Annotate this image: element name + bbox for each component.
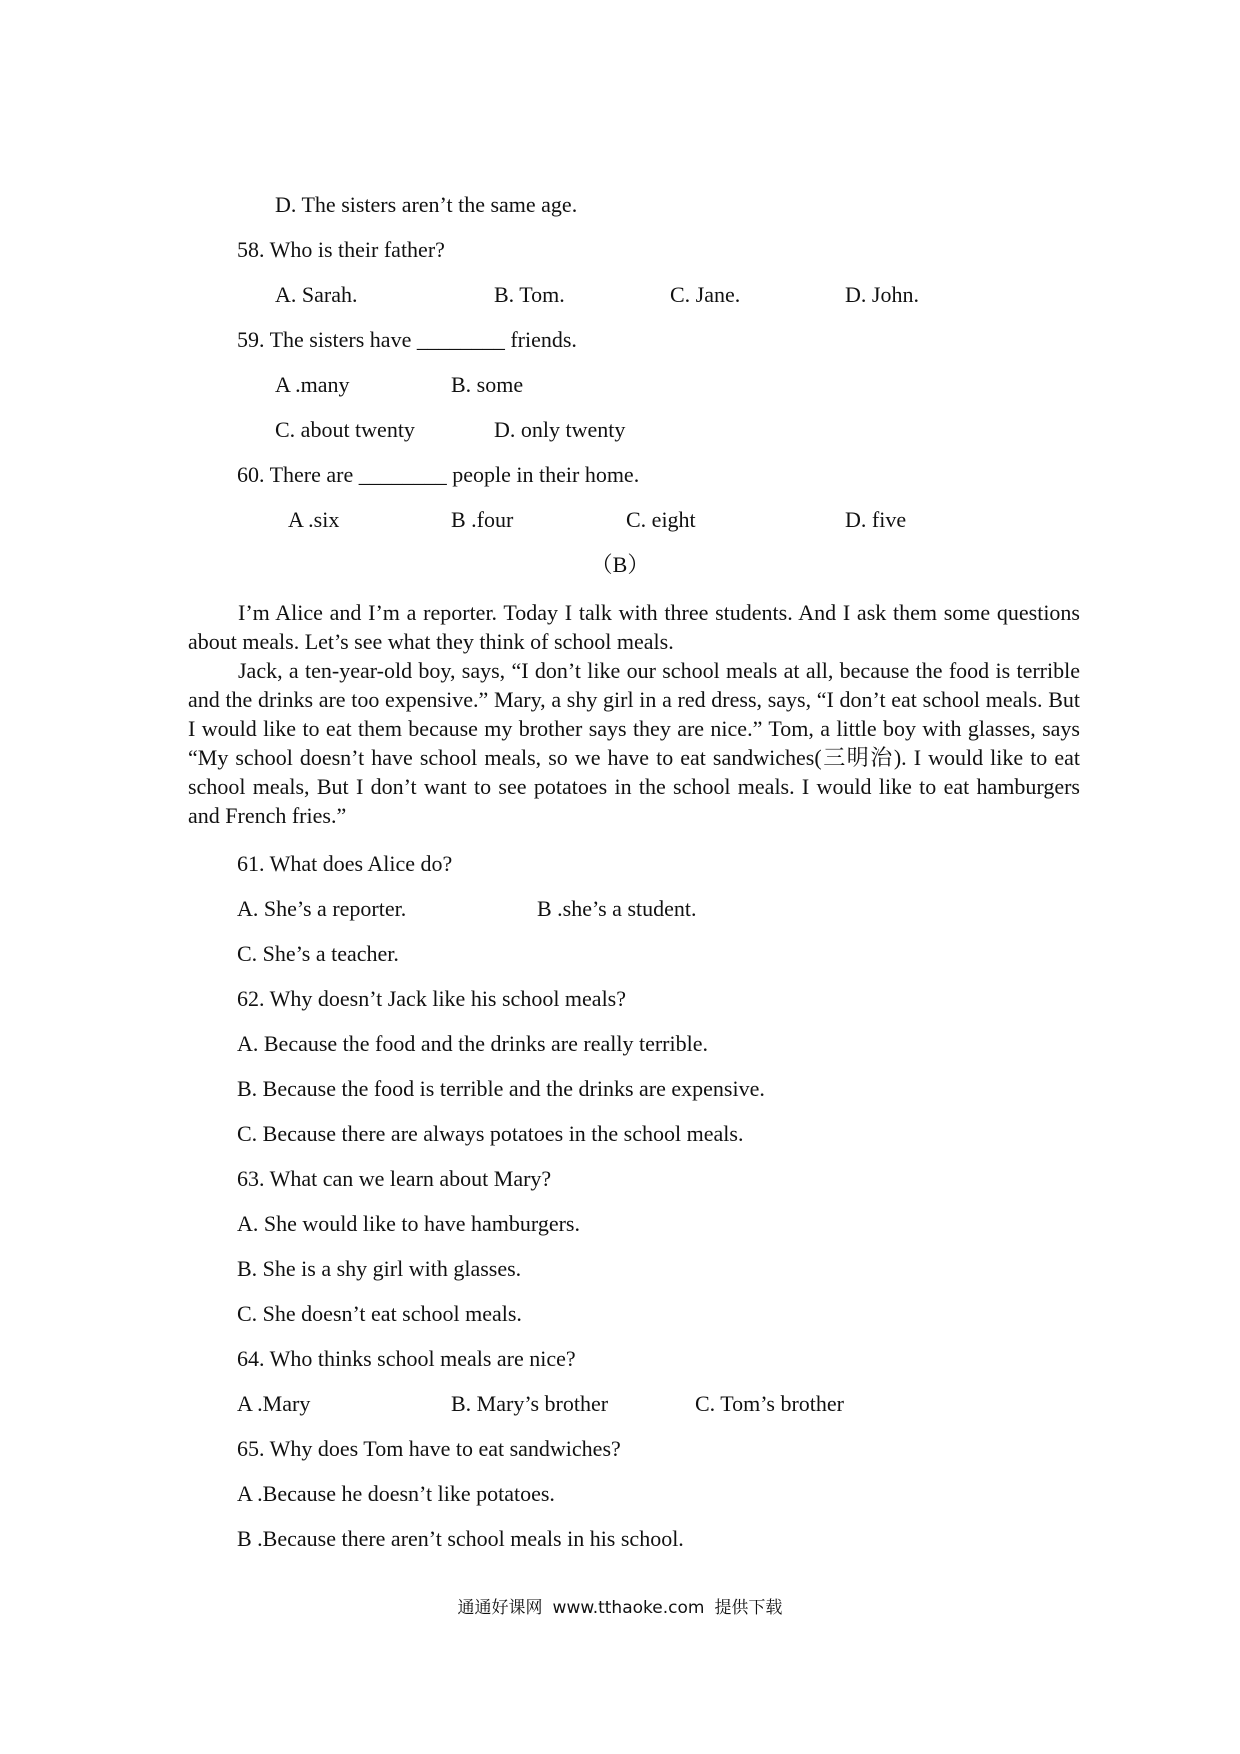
q59-option-c: C. about twenty (275, 417, 415, 442)
q64-stem: 64. Who thinks school meals are nice? (237, 1346, 576, 1371)
passage-paragraph-2: Jack, a ten-year-old boy, says, “I don’t like our school meals at all, because the food is terrible and the drinks are too expensive.” Mary, a shy girl in a red dress, says, “I don’t eat school meals. But I would like to eat them because my brother says they are nice.” Tom, a little boy with glasses, says “My school doesn’t have school meals, so we have to eat sandwiches(三明治). I would like to eat school meals, But I don’t want to see potatoes in the school meals. I would like to eat hamburgers and French fries.” (188, 658, 1080, 828)
q58-stem: 58. Who is their father? (237, 237, 445, 262)
q60-option-a: A .six (288, 507, 340, 532)
q59-option-d: D. only twenty (494, 417, 626, 442)
q57-option-d: D. The sisters aren’t the same age. (275, 192, 578, 217)
passage-paragraph-1: I’m Alice and I’m a reporter. Today I talk with three students. And I ask them some questions about meals. Let’s see what they think of school meals. (188, 600, 1080, 654)
footer-url: www.tthaoke.com (552, 1598, 705, 1618)
q62-option-a: A. Because the food and the drinks are really terrible. (237, 1031, 708, 1056)
q62-option-c: C. Because there are always potatoes in the school meals. (237, 1121, 744, 1146)
q59-option-b: B. some (451, 372, 524, 397)
q61-stem: 61. What does Alice do? (237, 851, 453, 876)
footer-note: 提供下载 (714, 1598, 783, 1618)
q58-option-b: B. Tom. (494, 282, 565, 307)
q62-option-b: B. Because the food is terrible and the drinks are expensive. (237, 1076, 765, 1101)
q64-option-b: B. Mary’s brother (451, 1391, 609, 1416)
q59-stem: 59. The sisters have ________ friends. (237, 327, 577, 352)
q58-option-a: A. Sarah. (275, 282, 358, 307)
footer-site-name: 通通好课网 (457, 1598, 543, 1618)
q63-option-b: B. She is a shy girl with glasses. (237, 1256, 522, 1281)
q60-stem: 60. There are ________ people in their home. (237, 462, 640, 487)
q60-option-d: D. five (845, 507, 907, 532)
q61-option-a: A. She’s a reporter. (237, 896, 407, 921)
q59-option-a: A .many (275, 372, 350, 397)
q61-option-b: B .she’s a student. (537, 896, 697, 921)
q58-option-d: D. John. (845, 282, 919, 307)
q65-option-a: A .Because he doesn’t like potatoes. (237, 1481, 555, 1506)
q62-stem: 62. Why doesn’t Jack like his school meals? (237, 986, 627, 1011)
reading-passage (188, 598, 1080, 830)
q65-option-b: B .Because there aren’t school meals in his school. (237, 1526, 684, 1551)
q58-option-c: C. Jane. (670, 282, 741, 307)
q65-stem: 65. Why does Tom have to eat sandwiches? (237, 1436, 621, 1461)
section-b-heading: （B） (590, 552, 650, 577)
page-footer (0, 1593, 1240, 1618)
q61-option-c: C. She’s a teacher. (237, 941, 399, 966)
q64-option-a: A .Mary (237, 1391, 311, 1416)
q63-option-c: C. She doesn’t eat school meals. (237, 1301, 522, 1326)
q60-option-b: B .four (451, 507, 514, 532)
q63-option-a: A. She would like to have hamburgers. (237, 1211, 580, 1236)
q64-option-c: C. Tom’s brother (695, 1391, 844, 1416)
q60-option-c: C. eight (626, 507, 696, 532)
q63-stem: 63. What can we learn about Mary? (237, 1166, 552, 1191)
